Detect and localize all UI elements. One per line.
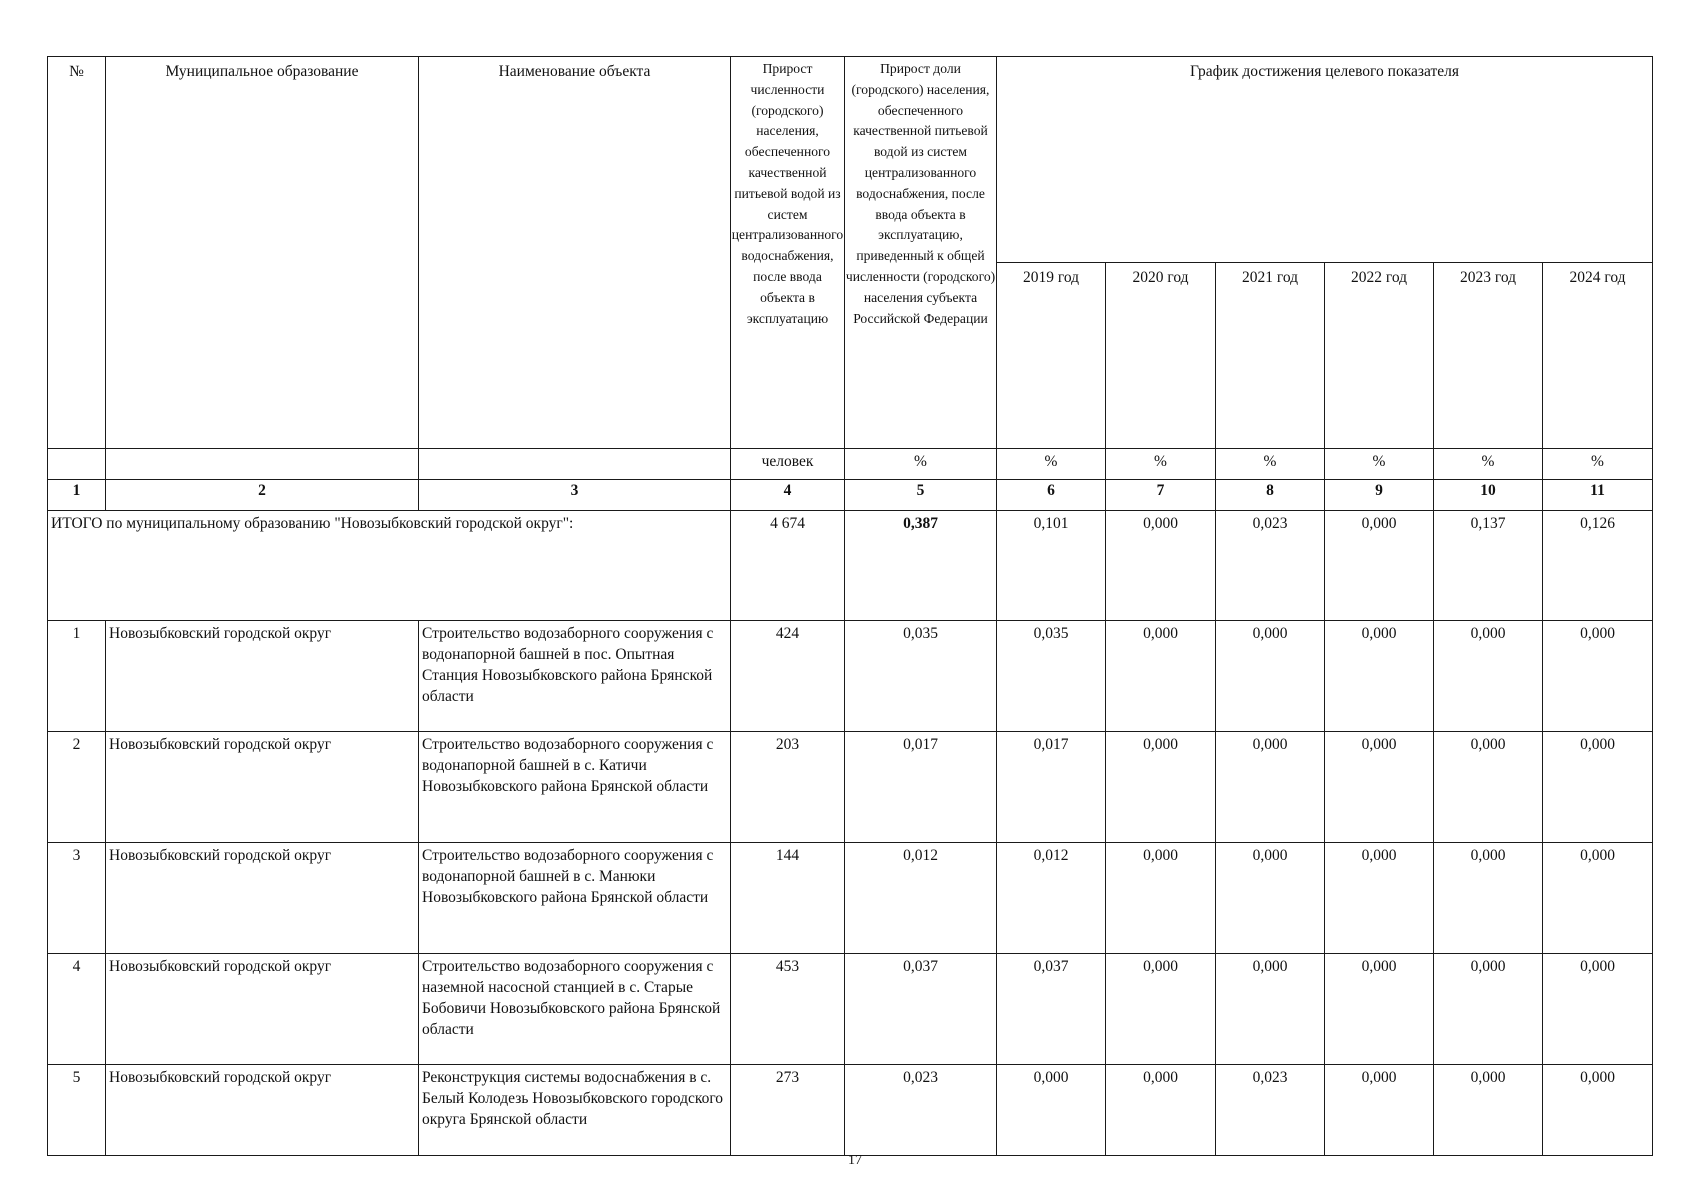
total-2019: 0,101	[997, 511, 1106, 621]
row-number: 2	[48, 732, 106, 843]
header-year-2024: 2024 год	[1543, 263, 1653, 449]
header-units-row	[48, 449, 1653, 480]
table-row	[48, 954, 1653, 1065]
header-number: №	[48, 57, 106, 449]
row-2022: 0,000	[1325, 621, 1434, 732]
header-year-2022: 2022 год	[1325, 263, 1434, 449]
unit-year-2019: %	[997, 449, 1106, 480]
row-object-name: Реконструкция системы водоснабжения в с. Белый Колодезь Новозыбковского городского округа Брянской области	[419, 1065, 731, 1156]
row-2021: 0,000	[1216, 621, 1325, 732]
row-population: 424	[731, 621, 845, 732]
row-2019: 0,000	[997, 1065, 1106, 1156]
row-2021: 0,000	[1216, 732, 1325, 843]
column-number: 1	[48, 480, 106, 511]
units-empty-cell	[419, 449, 731, 480]
total-population: 4 674	[731, 511, 845, 621]
row-municipality: Новозыбковский городской округ	[106, 1065, 419, 1156]
column-number: 7	[1106, 480, 1216, 511]
header-object-name: Наименование объекта	[419, 57, 731, 449]
row-municipality: Новозыбковский городской округ	[106, 732, 419, 843]
total-2023: 0,137	[1434, 511, 1543, 621]
unit-year-2023: %	[1434, 449, 1543, 480]
header-year-2023: 2023 год	[1434, 263, 1543, 449]
row-share: 0,023	[845, 1065, 997, 1156]
row-2019: 0,012	[997, 843, 1106, 954]
row-municipality: Новозыбковский городской округ	[106, 954, 419, 1065]
unit-year-2021: %	[1216, 449, 1325, 480]
table-row	[48, 732, 1653, 843]
table-row	[48, 843, 1653, 954]
header-share-growth: Прирост доли (городского) населения, обеспеченного качественной питьевой водой из систем централизованного водоснабжения, после ввода объекта в эксплуатацию, приведенный к общей численности (городского) населения субъекта Российской Федерации	[845, 57, 997, 449]
column-number: 11	[1543, 480, 1653, 511]
row-2021: 0,023	[1216, 1065, 1325, 1156]
row-number: 3	[48, 843, 106, 954]
target-indicator-table	[47, 56, 1653, 1156]
units-empty-cell	[106, 449, 419, 480]
row-2022: 0,000	[1325, 732, 1434, 843]
row-2020: 0,000	[1106, 621, 1216, 732]
header-population-growth: Прирост численности (городского) населения, обеспеченного качественной питьевой водой из систем централизованного водоснабжения, после ввода объекта в эксплуатацию	[731, 57, 845, 449]
row-municipality: Новозыбковский городской округ	[106, 843, 419, 954]
row-2020: 0,000	[1106, 1065, 1216, 1156]
total-row	[48, 511, 1653, 621]
unit-population: человек	[731, 449, 845, 480]
header-year-2019: 2019 год	[997, 263, 1106, 449]
row-object-name: Строительство водозаборного сооружения с наземной насосной станцией в с. Старые Бобовичи Новозыбковского района Брянской области	[419, 954, 731, 1065]
row-share: 0,017	[845, 732, 997, 843]
row-number: 5	[48, 1065, 106, 1156]
row-2022: 0,000	[1325, 843, 1434, 954]
unit-year-2024: %	[1543, 449, 1653, 480]
column-number: 6	[997, 480, 1106, 511]
table-row	[48, 1065, 1653, 1156]
row-2023: 0,000	[1434, 1065, 1543, 1156]
row-2020: 0,000	[1106, 843, 1216, 954]
header-year-2021: 2021 год	[1216, 263, 1325, 449]
row-2019: 0,017	[997, 732, 1106, 843]
row-2022: 0,000	[1325, 954, 1434, 1065]
total-2024: 0,126	[1543, 511, 1653, 621]
header-municipality: Муниципальное образование	[106, 57, 419, 449]
row-2024: 0,000	[1543, 732, 1653, 843]
column-number: 3	[419, 480, 731, 511]
column-numbers-row	[48, 480, 1653, 511]
header-schedule: График достижения целевого показателя	[997, 57, 1653, 263]
column-number: 4	[731, 480, 845, 511]
row-share: 0,037	[845, 954, 997, 1065]
unit-share: %	[845, 449, 997, 480]
document-sheet	[47, 56, 1652, 1156]
row-2024: 0,000	[1543, 843, 1653, 954]
row-2019: 0,035	[997, 621, 1106, 732]
column-number: 9	[1325, 480, 1434, 511]
row-population: 203	[731, 732, 845, 843]
unit-year-2020: %	[1106, 449, 1216, 480]
total-2020: 0,000	[1106, 511, 1216, 621]
row-object-name: Строительство водозаборного сооружения с водонапорной башней в с. Манюки Новозыбковского района Брянской области	[419, 843, 731, 954]
total-label: ИТОГО по муниципальному образованию "Новозыбковский городской округ":	[48, 511, 731, 621]
row-object-name: Строительство водозаборного сооружения с водонапорной башней в пос. Опытная Станция Новозыбковского района Брянской области	[419, 621, 731, 732]
row-municipality: Новозыбковский городской округ	[106, 621, 419, 732]
row-2019: 0,037	[997, 954, 1106, 1065]
row-2021: 0,000	[1216, 954, 1325, 1065]
row-object-name: Строительство водозаборного сооружения с водонапорной башней в с. Катичи Новозыбковского района Брянской области	[419, 732, 731, 843]
units-empty-cell	[48, 449, 106, 480]
page-number: 17	[848, 1153, 862, 1168]
row-population: 144	[731, 843, 845, 954]
total-2021: 0,023	[1216, 511, 1325, 621]
row-2024: 0,000	[1543, 621, 1653, 732]
row-2022: 0,000	[1325, 1065, 1434, 1156]
column-number: 10	[1434, 480, 1543, 511]
row-2023: 0,000	[1434, 954, 1543, 1065]
row-share: 0,035	[845, 621, 997, 732]
row-population: 453	[731, 954, 845, 1065]
total-share: 0,387	[845, 511, 997, 621]
row-number: 1	[48, 621, 106, 732]
column-number: 2	[106, 480, 419, 511]
row-2021: 0,000	[1216, 843, 1325, 954]
column-number: 5	[845, 480, 997, 511]
table-row	[48, 621, 1653, 732]
row-2023: 0,000	[1434, 843, 1543, 954]
row-2020: 0,000	[1106, 732, 1216, 843]
row-population: 273	[731, 1065, 845, 1156]
row-share: 0,012	[845, 843, 997, 954]
row-2023: 0,000	[1434, 732, 1543, 843]
row-2023: 0,000	[1434, 621, 1543, 732]
row-2024: 0,000	[1543, 1065, 1653, 1156]
column-number: 8	[1216, 480, 1325, 511]
row-number: 4	[48, 954, 106, 1065]
unit-year-2022: %	[1325, 449, 1434, 480]
header-year-2020: 2020 год	[1106, 263, 1216, 449]
row-2024: 0,000	[1543, 954, 1653, 1065]
header-row-top	[48, 57, 1653, 263]
row-2020: 0,000	[1106, 954, 1216, 1065]
total-2022: 0,000	[1325, 511, 1434, 621]
